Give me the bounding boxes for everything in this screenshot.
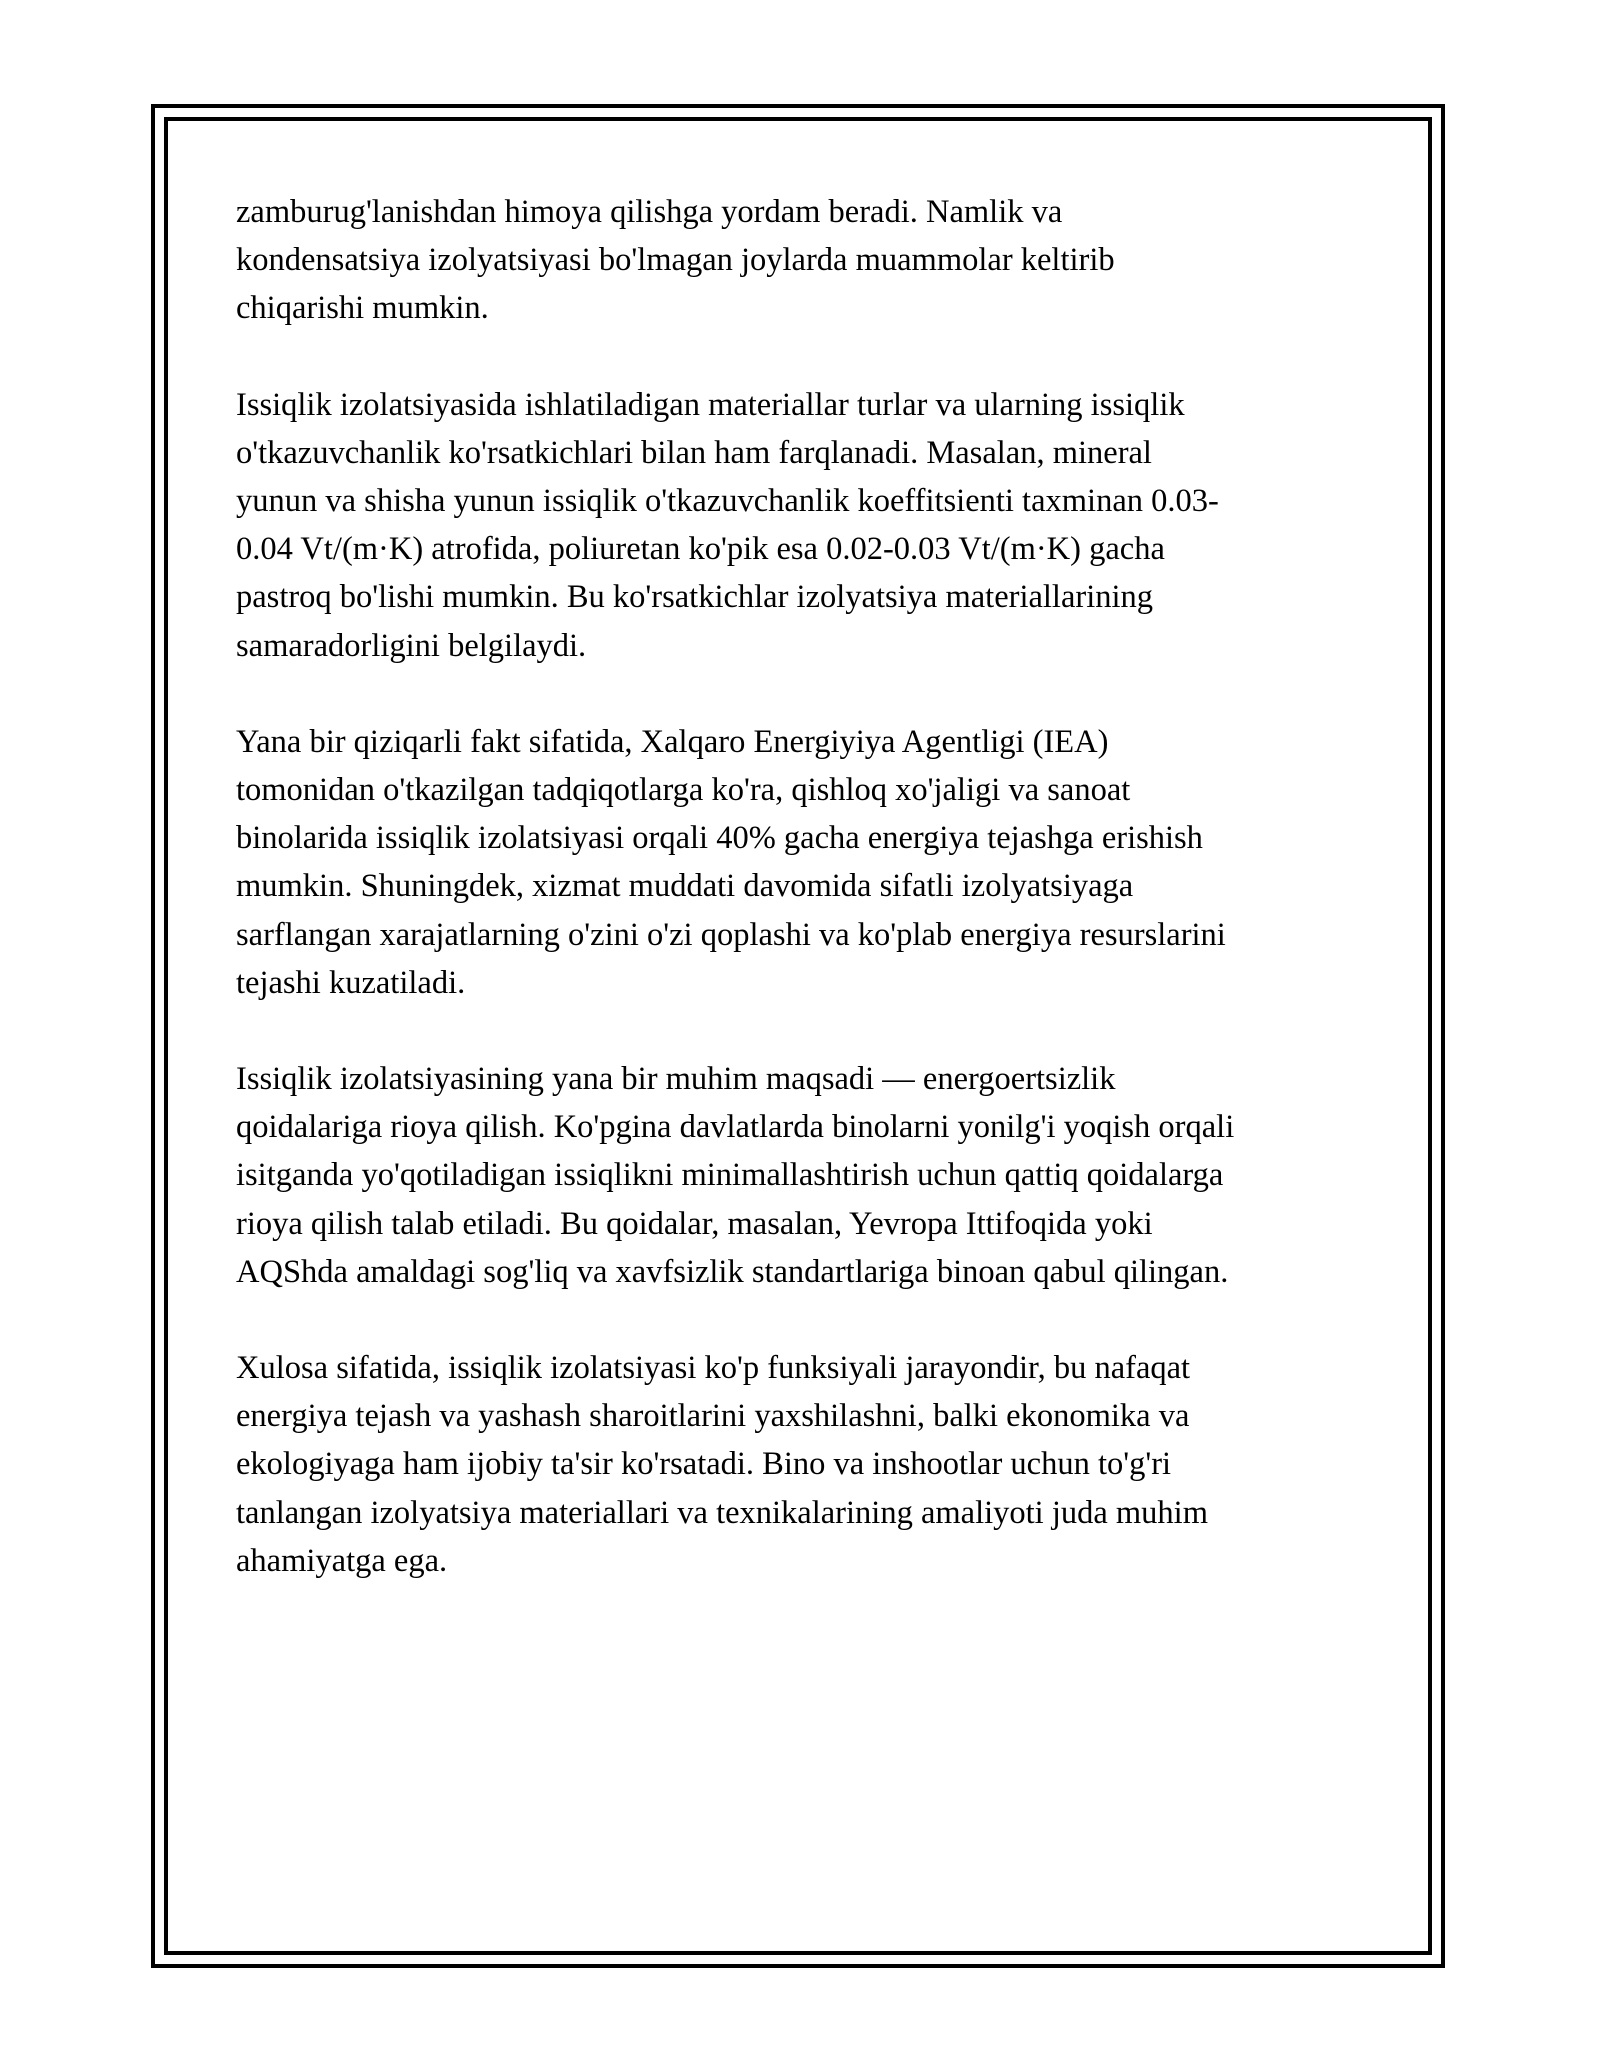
paragraph-conclusion: Xulosa sifatida, issiqlik izolatsiyasi ko'p funksiyali jarayondir, bu nafaqat energiya tejash va yashash sharoitlarini yaxshilashni, balki ekonomika va ekologiyaga ham ijobiy ta'sir ko'rsatadi. Bino va inshootlar uchun to'g'ri tanlangan izolyatsiya materiallari va texnikalarining amaliyoti juda muhim ahamiyatga ega. <box>236 1350 1208 1579</box>
document-body <box>236 188 1376 1633</box>
paragraph-regulations: Issiqlik izolatsiyasining yana bir muhim maqsadi — energoertsizlik qoidalariga rioya qilish. Ko'pgina davlatlarda binolarni yonilg'i yoqish orqali isitganda yo'qotiladigan issiqlikni minimallashtirish uchun qattiq qoidalarga rioya qilish talab etiladi. Bu qoidalar, masalan, Yevropa Ittifoqida yoki AQShda amaldagi sog'liq va xavfsizlik standartlariga binoan qabul qilingan. <box>236 1061 1235 1290</box>
paragraph-material-conductivity: Issiqlik izolatsiyasida ishlatiladigan materiallar turlar va ularning issiqlik o'tkazuvchanlik ko'rsatkichlari bilan ham farqlanadi. Masalan, mineral yunun va shisha yunun issiqlik o'tkazuvchanlik koeffitsienti taxminan 0.03- 0.04 Vt/(m·K) atrofida, poliuretan ko'pik esa 0.02-0.03 Vt/(m·K) gacha pastroq bo'lishi mumkin. Bu ko'rsatkichlar izolyatsiya materiallarining samaradorligini belgilaydi. <box>236 386 1219 664</box>
paragraph-moisture-protection: zamburug'lanishdan himoya qilishga yordam beradi. Namlik va kondensatsiya izolyatsiyasi bo'lmagan joylarda muammolar keltirib chiqarishi mumkin. <box>236 194 1115 327</box>
paragraph-iea-energy-savings: Yana bir qiziqarli fakt sifatida, Xalqaro Energiyiya Agentligi (IEA) tomonidan o'tkazilgan tadqiqotlarga ko'ra, qishloq xo'jaligi va sanoat binolarida issiqlik izolatsiyasi orqali 40% gacha energiya tejashga erishish mumkin. Shuningdek, xizmat muddati davomida sifatli izolyatsiyaga sarflangan xarajatlarning o'zini o'zi qoplashi va ko'plab energiya resurslarini tejashi kuzatiladi. <box>236 723 1226 1001</box>
